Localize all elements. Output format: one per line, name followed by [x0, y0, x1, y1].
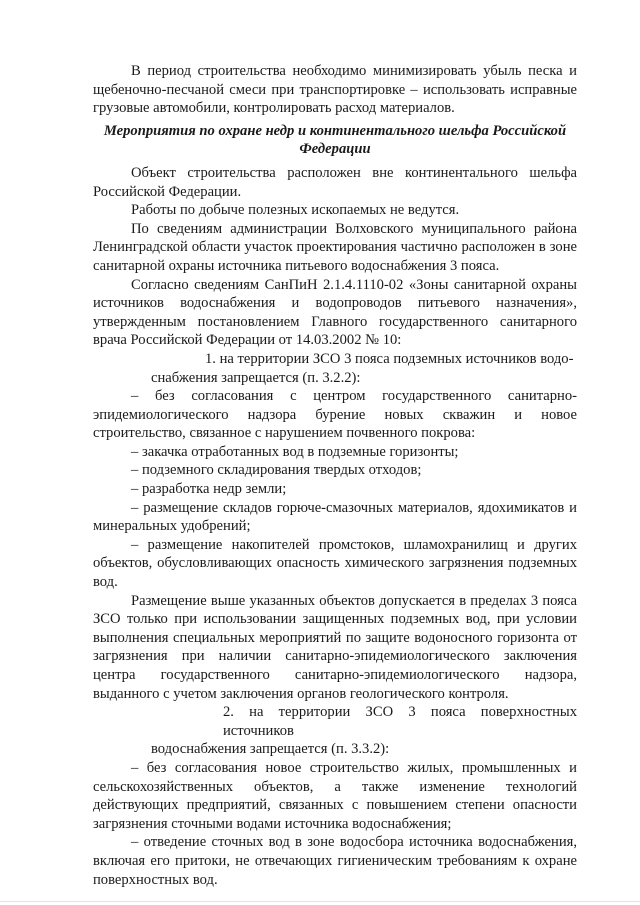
paragraph-mining: Работы по добыче полезных ископаемых не ведутся. — [131, 202, 460, 219]
numbered-item-1-line-2: снабжения запрещается (п. 3.2.2): — [151, 369, 361, 386]
numbered-item-2-line-1: 2. на территории ЗСО 3 пояса поверхностных источников — [223, 704, 577, 739]
dash-item: – размещение складов горюче-смазочных материалов, ядохимикатов и минеральных удобрений; — [93, 499, 577, 535]
paragraph-shelf: Объект строительства расположен вне континентального шельфа Российской Федерации. — [93, 164, 577, 200]
dash-item: – разработка недр земли; — [131, 481, 287, 498]
numbered-item-2-line-2: водоснабжения запрещается (п. 3.3.2): — [151, 741, 390, 758]
section-heading: Мероприятия по охране недр и континентального шельфа Российской Федерации — [103, 122, 567, 158]
dash-item: – закачка отработанных вод в подземные горизонты; — [131, 443, 459, 460]
dash-item: – отведение сточных вод в зоне водосбора источника водоснабжения, включая его притоки, не отвечающих гигиеническим требованиям к охране поверхностных вод. — [93, 834, 577, 888]
page-bottom-divider — [0, 901, 640, 902]
dash-item: – без согласования с центром государственного санитарно-эпидемиологического надзора бурение новых скважин и новое строительство, связанное с нарушением почвенного покрова: — [93, 388, 577, 442]
numbered-item-1-line-1: 1. на территории ЗСО 3 пояса подземных источников водо- — [205, 350, 574, 367]
dash-item: – размещение накопителей промстоков, шламохранилищ и других объектов, обусловливающих опасность химического загрязнения подземных вод. — [93, 536, 577, 591]
dash-item: – без согласования новое строительство жилых, промышленных и сельскохозяйственных объектов, а также изменение технологий действующих предприятий, связанных с повышением степени опасности загрязнения сточными водами источника водоснабжения; — [93, 759, 577, 832]
paragraph-placement: Размещение выше указанных объектов допускается в пределах 3 пояса ЗСО только при использовании защищенных подземных вод, при условии выполнения специальных мероприятий по защите водоносного горизонта от загрязнения при наличии санитарно-эпидемиологического заключения центра государственного санитарно-эпидемиологического надзора, выданного с учетом заключения органов геологического контроля. — [93, 592, 577, 702]
dash-item: – подземного складирования твердых отходов; — [131, 462, 422, 479]
paragraph-administration: По сведениям администрации Волховского муниципального района Ленинградской области участок проектирования частично расположен в зоне санитарной охраны источника питьевого водоснабжения 3 пояса. — [93, 220, 577, 274]
document-page — [93, 62, 577, 889]
paragraph-sanpin: Согласно сведениям СанПиН 2.1.4.1110-02 «Зоны санитарной охраны источников водоснабжения и водопроводов питьевого назначения», утвержденным постановлением Главного государственного санитарного врача Российской Федерации от 14.03.2002 № 10: — [93, 276, 577, 349]
paragraph-transport: В период строительства необходимо минимизировать убыль песка и щебеночно-песчаной смеси при транспортировке – использовать исправные грузовые автомобили, контролировать расход материалов. — [93, 63, 577, 117]
